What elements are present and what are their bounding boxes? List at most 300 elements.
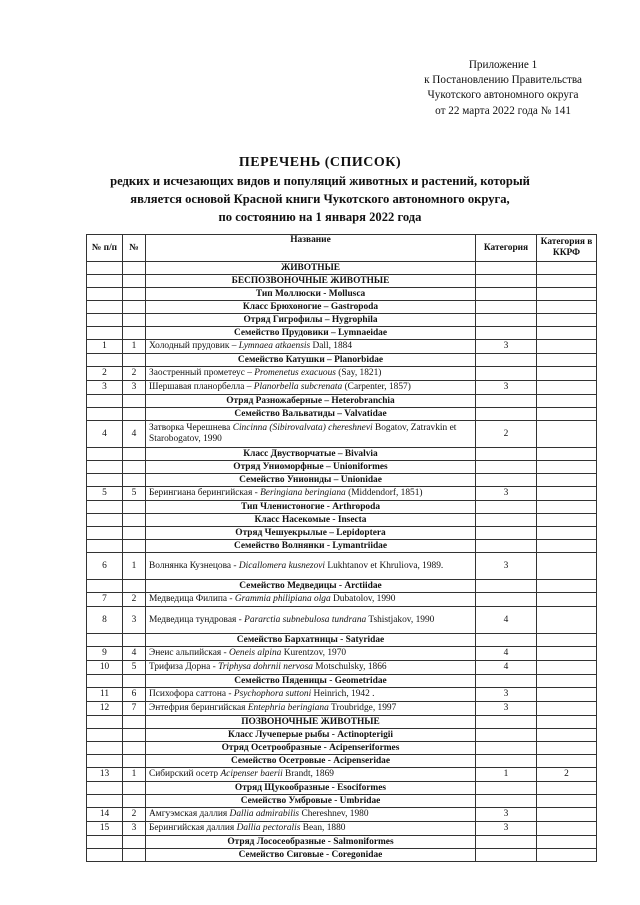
species-name-russian: Психофора саттона - [149,689,234,699]
cell-num-pp: 8 [87,607,123,634]
species-row [87,822,597,836]
species-name-latin: Promenetus exacuous [254,368,336,378]
header-name: Название [146,235,476,262]
cell-category: 4 [476,607,537,634]
section-heading-row [87,634,597,647]
cell-num-pp: 9 [87,647,123,661]
cell-num-pp [87,395,123,408]
header-num: № [123,235,146,262]
species-author: Brandt, 1869 [282,769,334,779]
cell-num: 4 [123,647,146,661]
cell-num-pp: 3 [87,381,123,395]
species-row [87,768,597,782]
species-author: Troubridge, 1997 [328,703,397,713]
table-header-row [87,235,597,262]
species-name-russian: Медведица Филипа - [149,594,235,604]
cell-num-pp [87,275,123,288]
cell-category [476,262,537,275]
cell-category-kkrf [537,501,597,514]
section-heading-row [87,527,597,540]
species-name-russian: Сибирский осетр [149,769,221,779]
cell-category [476,461,537,474]
section-heading: Семейство Прудовики – Lymnaeidae [146,327,476,340]
species-name-latin: Dallia admirabilis [229,809,300,819]
cell-category-kkrf [537,354,597,367]
section-heading-row [87,474,597,487]
cell-category-kkrf [537,688,597,702]
section-heading-row [87,327,597,340]
cell-num [123,408,146,421]
section-heading: Семейство Бархатницы - Satyridae [146,634,476,647]
species-name [146,607,476,634]
cell-num-pp [87,408,123,421]
section-heading: Тип Моллюски - Mollusca [146,288,476,301]
cell-category-kkrf [537,849,597,862]
appendix-line-2: к Постановлению Правительства [424,74,582,87]
species-author: (Carpenter, 1857) [342,382,411,392]
cell-category: 3 [476,381,537,395]
species-name-russian: Волнянка Кузнецова - [149,560,239,571]
species-name-latin: Entephria beringiana [247,703,329,713]
section-heading: Семейство Униониды – Unionidae [146,474,476,487]
species-row [87,593,597,607]
cell-num [123,314,146,327]
cell-num [123,262,146,275]
cell-num-pp [87,580,123,593]
cell-category-kkrf [537,634,597,647]
cell-num-pp: 10 [87,661,123,675]
species-name-latin: Triphysa dohrnii nervosa [218,662,313,672]
cell-category-kkrf [537,288,597,301]
cell-num [123,301,146,314]
cell-category: 3 [476,553,537,580]
species-name-russian: Амгуэмская даллия [149,809,230,819]
species-name-latin: Dallia pectoralis [236,823,301,833]
species-name-latin: Grammia philipiana olga [234,594,331,604]
species-name-russian: Энеис альпийская - [149,648,229,658]
species-author: (Middendorf, 1851) [345,488,423,498]
cell-num: 3 [123,381,146,395]
cell-num [123,474,146,487]
species-row [87,487,597,501]
section-heading: Отряд Разножаберные – Heterobranchia [146,395,476,408]
cell-category [476,755,537,768]
cell-num-pp: 4 [87,421,123,448]
cell-category-kkrf [537,702,597,716]
species-row [87,340,597,354]
appendix-block [424,58,582,119]
cell-num [123,580,146,593]
species-name-russian: Затворка Черешнева [149,423,233,433]
section-heading-row [87,314,597,327]
cell-num-pp [87,540,123,553]
species-author: Chereshnev, 1980 [299,809,369,819]
species-row [87,367,597,381]
cell-category-kkrf [537,716,597,729]
cell-num-pp [87,301,123,314]
species-row [87,702,597,716]
section-heading: Отряд Гигрофилы – Hygrophila [146,314,476,327]
appendix-line-4: от 22 марта 2022 года № 141 [435,104,571,117]
section-heading: Семейство Пяденицы - Geometridae [146,675,476,688]
section-heading-row [87,742,597,755]
species-name-latin: Dicallomera kusnezovi [238,560,326,571]
cell-category [476,593,537,607]
cell-category: 4 [476,661,537,675]
species-name [146,593,476,607]
section-heading: Семейство Осетровые - Acipenseridae [146,755,476,768]
cell-category [476,782,537,795]
cell-category-kkrf [537,822,597,836]
cell-category [476,527,537,540]
cell-num-pp [87,474,123,487]
document-title [0,154,640,226]
cell-num [123,782,146,795]
cell-category-kkrf [537,553,597,580]
cell-category-kkrf [537,262,597,275]
section-heading: БЕСПОЗВОНОЧНЫЕ ЖИВОТНЫЕ [146,275,476,288]
cell-num-pp: 12 [87,702,123,716]
species-author: Dall, 1884 [310,341,353,351]
cell-category: 3 [476,808,537,822]
species-name [146,381,476,395]
species-name-latin: Acipenser baerii [220,769,283,779]
section-heading: Тип Членистоногие - Arthropoda [146,501,476,514]
section-heading: Класс Насекомые - Insecta [146,514,476,527]
cell-num-pp [87,849,123,862]
cell-num [123,634,146,647]
cell-category-kkrf: 2 [537,768,597,782]
title-sub-2: является основой Красной книги Чукотского автономного округа, [130,192,510,206]
title-sub-3: по состоянию на 1 января 2022 года [218,210,422,224]
cell-num [123,716,146,729]
species-author: Tshistjakov, 1990 [366,614,435,625]
section-heading-row [87,580,597,593]
cell-category: 3 [476,688,537,702]
cell-category-kkrf [537,514,597,527]
cell-category [476,729,537,742]
cell-num: 3 [123,822,146,836]
cell-num: 1 [123,768,146,782]
cell-category-kkrf [537,661,597,675]
section-heading-row [87,262,597,275]
species-author: Bogatov, Zatravkin et Starobogatov, 1990 [149,423,457,444]
cell-num-pp [87,448,123,461]
section-heading: Семейство Волнянки - Lymantriidae [146,540,476,553]
cell-category-kkrf [537,448,597,461]
cell-num [123,461,146,474]
cell-category [476,314,537,327]
species-name-latin: Beringiana beringiana [260,488,346,498]
species-author: Kurentzov, 1970 [281,648,347,658]
title-main: ПЕРЕЧЕНЬ (СПИСОК) [238,155,402,170]
section-heading: Отряд Чешуекрылые – Lepidoptera [146,527,476,540]
cell-category [476,301,537,314]
species-name-latin: Pararctia subnebulosa tundrana [244,614,367,625]
cell-category-kkrf [537,755,597,768]
cell-category [476,795,537,808]
section-heading-row [87,301,597,314]
cell-category-kkrf [537,729,597,742]
species-name [146,647,476,661]
cell-category-kkrf [537,421,597,448]
species-table [86,234,597,862]
species-author: Lukhtanov et Khruliova, 1989. [325,560,444,571]
cell-num-pp [87,314,123,327]
cell-num: 5 [123,661,146,675]
species-name-russian: Шершавая планорбелла – [149,382,254,392]
section-heading-row [87,795,597,808]
section-heading-row [87,275,597,288]
species-name-latin: Lymnaea atkaensis [238,341,311,351]
cell-num-pp [87,675,123,688]
cell-category: 4 [476,647,537,661]
cell-num [123,501,146,514]
species-author: (Say, 1821) [335,368,382,378]
cell-num-pp [87,262,123,275]
section-heading: Класс Брюхоногие – Gastropoda [146,301,476,314]
species-row [87,647,597,661]
section-heading-row [87,354,597,367]
cell-category [476,288,537,301]
cell-num-pp [87,288,123,301]
cell-num-pp [87,501,123,514]
section-heading-row [87,461,597,474]
cell-num-pp: 14 [87,808,123,822]
cell-num-pp: 7 [87,593,123,607]
cell-category-kkrf [537,367,597,381]
cell-category-kkrf [537,795,597,808]
cell-category-kkrf [537,808,597,822]
cell-category: 3 [476,822,537,836]
cell-category [476,742,537,755]
species-name [146,768,476,782]
species-name-russian: Медведица тундровая - [149,614,245,625]
section-heading-row [87,514,597,527]
cell-num [123,755,146,768]
section-heading: Семейство Катушки – Planorbidae [146,354,476,367]
cell-category-kkrf [537,381,597,395]
species-name [146,688,476,702]
section-heading-row [87,716,597,729]
cell-category-kkrf [537,474,597,487]
cell-num [123,327,146,340]
cell-num-pp: 5 [87,487,123,501]
cell-num-pp [87,729,123,742]
species-author: Motschulsky, 1866 [312,662,387,672]
cell-category [476,540,537,553]
species-name-russian: Берингиана берингийская - [149,488,261,498]
species-name-russian: Заостренный прометеус – [149,368,255,378]
section-heading-row [87,755,597,768]
species-name-latin: Oeneis alpina [229,648,282,658]
cell-num: 2 [123,367,146,381]
cell-category: 3 [476,487,537,501]
species-name [146,340,476,354]
section-heading-row [87,782,597,795]
cell-category-kkrf [537,607,597,634]
section-heading-row [87,501,597,514]
cell-category-kkrf [537,314,597,327]
species-name [146,367,476,381]
cell-category-kkrf [537,836,597,849]
appendix-line-3: Чукотского автономного округа [427,89,579,102]
species-author: Heinrich, 1942 . [311,689,375,699]
cell-num-pp [87,527,123,540]
cell-num: 2 [123,808,146,822]
cell-num-pp: 6 [87,553,123,580]
cell-category [476,675,537,688]
cell-category-kkrf [537,301,597,314]
section-heading: Класс Двустворчатые – Bivalvia [146,448,476,461]
cell-num-pp [87,716,123,729]
section-heading: ЖИВОТНЫЕ [146,262,476,275]
cell-category-kkrf [537,647,597,661]
header-num-pp: № п/п [87,235,123,262]
cell-num-pp [87,782,123,795]
species-row [87,688,597,702]
cell-category [476,514,537,527]
species-name [146,702,476,716]
species-row [87,661,597,675]
cell-num-pp: 2 [87,367,123,381]
section-heading: Семейство Умбровые - Umbridae [146,795,476,808]
cell-num: 1 [123,553,146,580]
cell-num: 6 [123,688,146,702]
cell-category-kkrf [537,395,597,408]
species-row [87,808,597,822]
cell-num [123,275,146,288]
header-category: Категория [476,235,537,262]
cell-num-pp: 13 [87,768,123,782]
cell-category [476,327,537,340]
table-body [87,262,597,862]
cell-num-pp [87,354,123,367]
cell-category [476,275,537,288]
section-heading-row [87,288,597,301]
cell-category [476,474,537,487]
cell-category-kkrf [537,540,597,553]
cell-num-pp [87,461,123,474]
section-heading-row [87,540,597,553]
cell-category-kkrf [537,275,597,288]
cell-category-kkrf [537,742,597,755]
cell-num: 2 [123,593,146,607]
cell-category [476,408,537,421]
cell-category-kkrf [537,461,597,474]
cell-category [476,448,537,461]
cell-num [123,514,146,527]
section-heading: Отряд Лососеобразные - Salmoniformes [146,836,476,849]
species-name-russian: Берингийская даллия [149,823,237,833]
cell-category-kkrf [537,408,597,421]
appendix-line-1: Приложение 1 [468,59,538,71]
cell-num: 4 [123,421,146,448]
cell-num-pp: 15 [87,822,123,836]
species-name [146,661,476,675]
section-heading: Семейство Вальватиды – Valvatidae [146,408,476,421]
species-row [87,553,597,580]
cell-category-kkrf [537,593,597,607]
cell-num-pp [87,327,123,340]
cell-category [476,580,537,593]
species-name [146,553,476,580]
cell-category: 2 [476,421,537,448]
section-heading: Семейство Медведицы - Arctiidae [146,580,476,593]
cell-num [123,742,146,755]
section-heading-row [87,675,597,688]
cell-num [123,354,146,367]
cell-category [476,634,537,647]
section-heading: Отряд Осетрообразные - Acipenseriformes [146,742,476,755]
cell-num-pp [87,742,123,755]
cell-num [123,849,146,862]
section-heading-row [87,849,597,862]
species-name-latin: Psychophora suttoni [233,689,312,699]
cell-category-kkrf [537,782,597,795]
cell-category [476,849,537,862]
cell-num-pp [87,755,123,768]
section-heading: Отряд Униоморфные – Unioniformes [146,461,476,474]
cell-num [123,729,146,742]
cell-category-kkrf [537,580,597,593]
species-name-russian: Энтефрия берингийская [149,703,248,713]
section-heading: ПОЗВОНОЧНЫЕ ЖИВОТНЫЕ [146,716,476,729]
cell-num-pp: 1 [87,340,123,354]
species-name [146,487,476,501]
cell-num [123,527,146,540]
cell-num [123,836,146,849]
cell-category-kkrf [537,527,597,540]
cell-category [476,501,537,514]
species-name-latin: Planorbella subcrenata [253,382,343,392]
cell-num-pp [87,836,123,849]
cell-num [123,795,146,808]
cell-category-kkrf [537,340,597,354]
species-name [146,808,476,822]
cell-category [476,716,537,729]
cell-category: 3 [476,340,537,354]
species-row [87,421,597,448]
cell-category-kkrf [537,327,597,340]
section-heading-row [87,395,597,408]
section-heading: Отряд Щукообразные - Esociformes [146,782,476,795]
cell-category [476,367,537,381]
cell-num-pp [87,514,123,527]
species-name-russian: Холодный прудовик – [149,341,239,351]
cell-num: 5 [123,487,146,501]
cell-category-kkrf [537,487,597,501]
cell-num-pp [87,795,123,808]
species-author: Dubatolov, 1990 [330,594,396,604]
species-name-latin: Cincinna (Sibirovalvata) chereshnevi [232,423,373,433]
cell-category [476,836,537,849]
header-category-kkrf: Категория в ККРФ [537,235,597,262]
species-author: Bean, 1880 [300,823,346,833]
species-name-russian: Трифиза Дорна - [149,662,219,672]
cell-category [476,354,537,367]
section-heading-row [87,836,597,849]
cell-num [123,288,146,301]
cell-num: 1 [123,340,146,354]
species-name [146,822,476,836]
section-heading-row [87,408,597,421]
species-row [87,381,597,395]
cell-num: 7 [123,702,146,716]
cell-num-pp [87,634,123,647]
cell-num [123,395,146,408]
species-name [146,421,476,448]
